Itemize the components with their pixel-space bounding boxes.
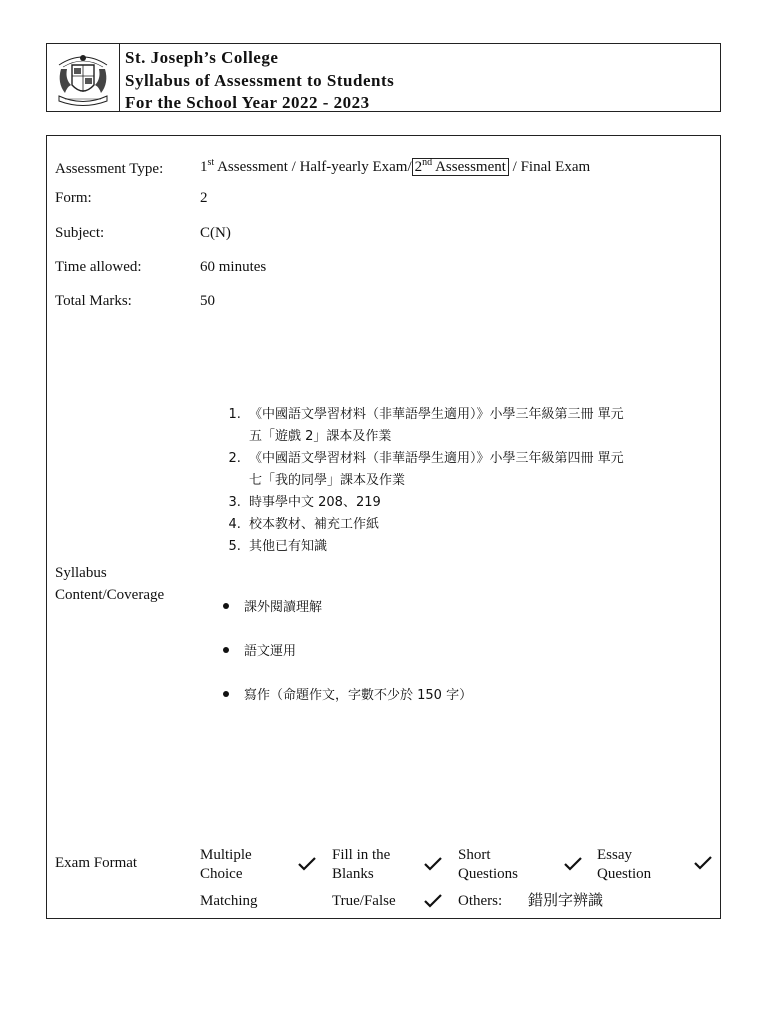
college-name: St. Joseph’s College <box>125 48 279 67</box>
total-marks-label: Total Marks: <box>55 293 132 309</box>
second-assessment-number: 2 <box>414 159 423 175</box>
syllabus-form-box <box>46 135 721 919</box>
time-allowed-value: 60 minutes <box>200 259 267 275</box>
others-label: Others: <box>458 893 503 909</box>
form-value: 2 <box>200 190 208 206</box>
syllabus-item <box>245 404 725 448</box>
syllabus-label-line1: Syllabus <box>55 565 107 581</box>
bullet-item <box>223 684 472 703</box>
college-crest-logo <box>47 44 120 111</box>
fill-blanks-line1: Fill in the <box>332 847 391 863</box>
subject-value: C(N) <box>200 225 231 241</box>
syllabus-list <box>223 404 725 558</box>
syllabus-item-line: 七「我的同學」課本及作業 <box>249 473 406 488</box>
syllabus-item <box>245 536 725 558</box>
fill-blanks-check-icon <box>423 856 443 872</box>
first-assessment-number: 1 <box>200 159 208 175</box>
school-year: For the School Year 2022 - 2023 <box>125 93 370 112</box>
document-title: Syllabus of Assessment to Students <box>125 70 395 90</box>
exam-format-label: Exam Format <box>55 855 138 871</box>
bullet-dot-icon <box>223 691 229 697</box>
fill-blanks-line2: Blanks <box>332 866 374 882</box>
syllabus-item-line: 《中國語文學習材料（非華語學生適用）》小學三年級第四冊 單元 <box>249 451 624 466</box>
short-questions-line1: Short <box>458 847 491 863</box>
bullet-item <box>223 640 296 659</box>
first-assessment-suffix: st <box>207 157 215 168</box>
assessment-type-value <box>200 157 590 176</box>
syllabus-item-line: 校本教材、補充工作紙 <box>249 517 380 532</box>
bullet-text: 課外閱讀理解 <box>244 600 323 615</box>
true-false-label: True/False <box>332 893 396 909</box>
multiple-choice-line1: Multiple <box>200 847 252 863</box>
syllabus-item-line: 其他已有知識 <box>249 539 328 554</box>
essay-question-label <box>597 846 651 884</box>
syllabus-item-line: 《中國語文學習材料（非華語學生適用）》小學三年級第三冊 單元 <box>249 407 624 422</box>
total-marks-value: 50 <box>200 293 215 309</box>
bullet-text: 寫作（命題作文，字數不少於 150 字） <box>244 688 473 703</box>
header-box <box>46 43 721 112</box>
syllabus-item <box>245 492 725 514</box>
matching-label: Matching <box>200 893 258 909</box>
syllabus-label-line2: Content/Coverage <box>55 587 165 603</box>
essay-question-line1: Essay <box>597 847 632 863</box>
multiple-choice-line2: Choice <box>200 866 243 882</box>
others-value: 錯別字辨識 <box>528 891 604 909</box>
bullet-item <box>223 596 322 615</box>
short-questions-label <box>458 846 518 884</box>
syllabus-item <box>245 448 725 492</box>
final-exam-text: / Final Exam <box>512 159 591 175</box>
syllabus-label <box>55 562 164 606</box>
first-assessment-text: Assessment / Half-yearly Exam/ <box>214 159 412 175</box>
second-assessment-text: Assessment <box>432 159 506 175</box>
assessment-type-label: Assessment Type: <box>55 161 164 177</box>
essay-question-check-icon <box>693 855 713 871</box>
subject-label: Subject: <box>55 225 105 241</box>
syllabus-item-line: 時事學中文 208、219 <box>249 495 381 510</box>
essay-question-line2: Question <box>597 866 652 882</box>
bullet-dot-icon <box>223 647 229 653</box>
selected-assessment-box <box>412 158 509 176</box>
true-false-check-icon <box>423 893 443 909</box>
short-questions-line2: Questions <box>458 866 518 882</box>
short-questions-check-icon <box>563 856 583 872</box>
form-label: Form: <box>55 190 92 206</box>
bullet-text: 語文運用 <box>244 644 297 659</box>
multiple-choice-label <box>200 846 252 884</box>
multiple-choice-check-icon <box>297 856 317 872</box>
second-assessment-suffix: nd <box>422 157 433 168</box>
bullet-dot-icon <box>223 603 229 609</box>
syllabus-item-line: 五「遊戲 2」課本及作業 <box>249 429 392 444</box>
syllabus-item <box>245 514 725 536</box>
fill-blanks-label <box>332 846 390 884</box>
time-allowed-label: Time allowed: <box>55 259 142 275</box>
